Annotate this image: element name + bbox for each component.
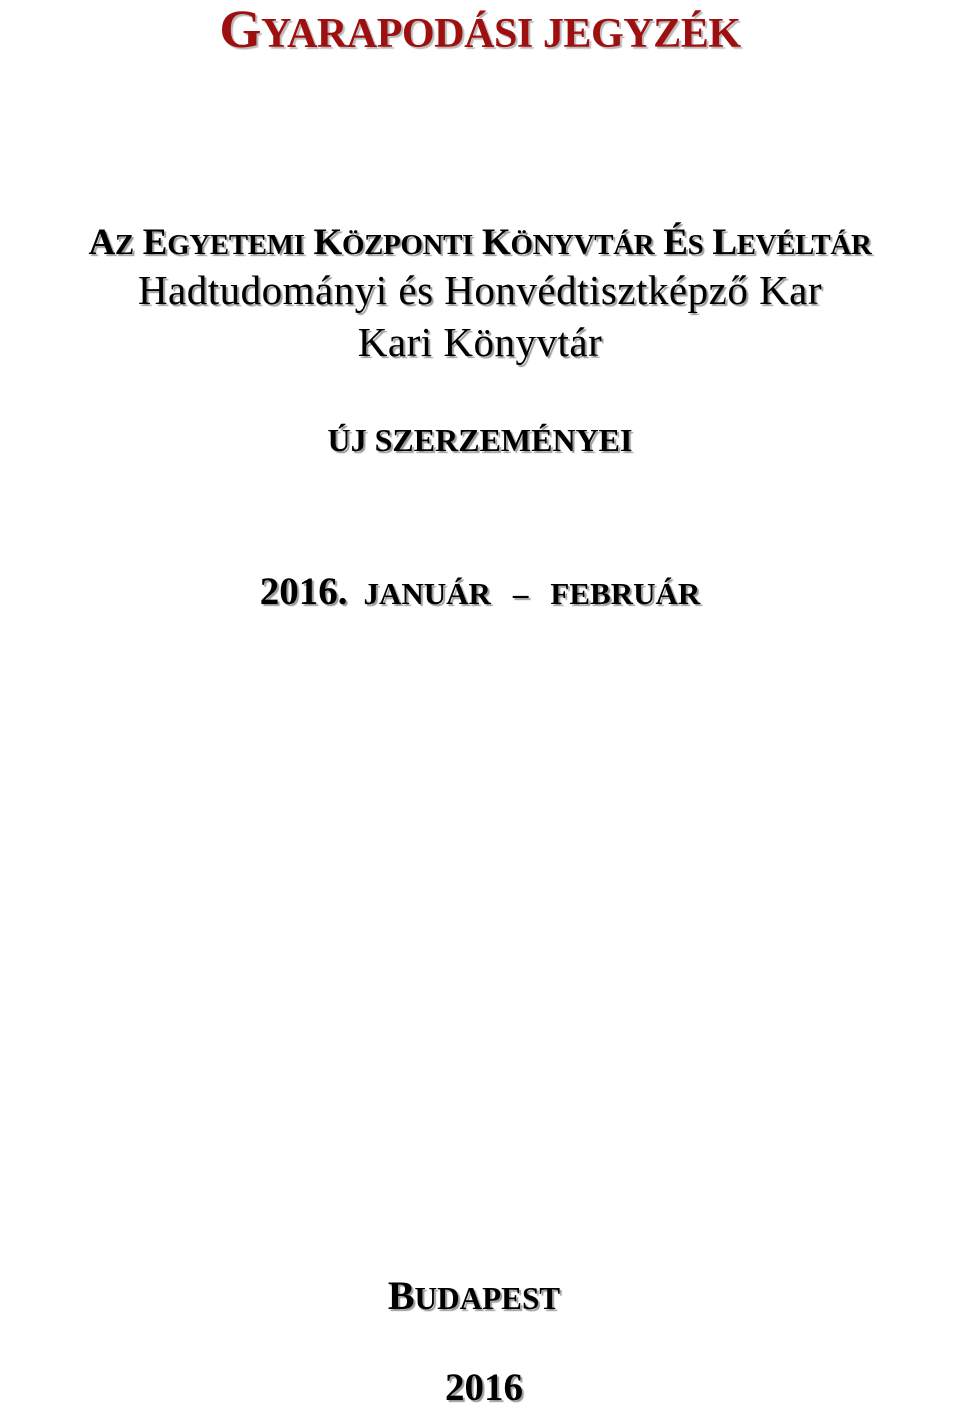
title-rest: YARAPODÁSI JEGYZÉK <box>260 10 741 57</box>
title-initial: G <box>219 0 261 59</box>
document-title <box>0 0 960 59</box>
institution-word: LEVÉLTÁR <box>712 222 872 263</box>
institution-name <box>0 224 960 261</box>
institution-word: ÉS <box>663 222 704 263</box>
period-heading <box>0 572 960 611</box>
institution-word: KÖZPONTI <box>313 222 474 263</box>
institution-word: KÖNYVTÁR <box>481 222 655 263</box>
period-year: 2016. <box>259 570 348 613</box>
faculty-name: Hadtudományi és Honvédtisztképző Kar <box>137 267 823 313</box>
publication-year: 2016 <box>445 1366 523 1409</box>
library-name: Kari Könyvtár <box>357 319 603 365</box>
new-acquisitions-heading: ÚJ SZERZEMÉNYEI <box>327 422 633 458</box>
institution-word: EGYETEMI <box>142 222 305 263</box>
publication-city <box>0 1273 954 1318</box>
period-month-from: JANUÁR <box>363 576 491 611</box>
city-rest: UDAPEST <box>414 1281 561 1316</box>
institution-word: AZ <box>88 222 134 263</box>
period-month-to: FEBRUÁR <box>550 576 701 611</box>
period-dash: – <box>512 576 529 611</box>
city-initial: B <box>387 1273 415 1318</box>
